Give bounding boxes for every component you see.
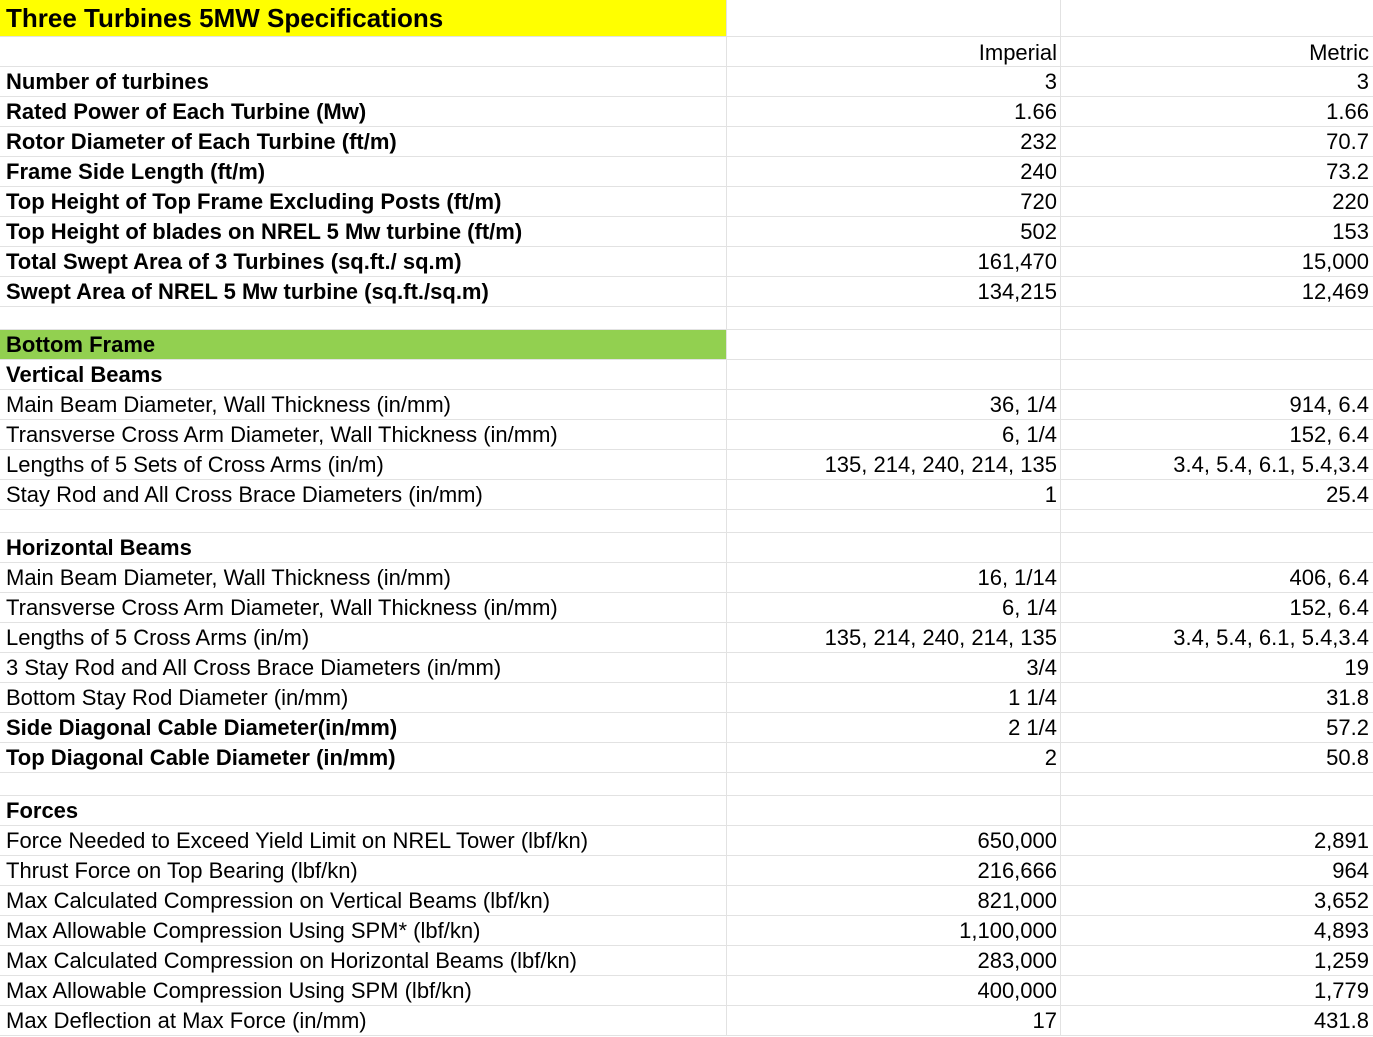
table-row [0,743,1373,773]
metric-value[interactable]: 3.4, 5.4, 6.1, 5.4,3.4 [1173,452,1369,477]
sheet-title[interactable]: Three Turbines 5MW Specifications [0,0,727,36]
imperial-value[interactable]: 1 [727,480,1061,509]
row-label[interactable]: Max Calculated Compression on Horizontal Beams (lbf/kn) [0,946,727,975]
empty-cell[interactable] [727,307,1061,329]
row-label[interactable]: Transverse Cross Arm Diameter, Wall Thickness (in/mm) [0,593,727,622]
table-row [0,450,1373,480]
table-row [0,886,1373,916]
imperial-value[interactable]: 400,000 [727,976,1061,1005]
table-row [0,127,1373,157]
empty-row [0,773,1373,796]
metric-value[interactable]: 2,891 [1313,828,1369,853]
imperial-value[interactable]: 283,000 [727,946,1061,975]
section-row [0,330,1373,360]
empty-cell[interactable] [0,773,727,795]
empty-cell[interactable] [1061,773,1373,795]
imperial-value[interactable]: 1,100,000 [727,916,1061,945]
table-row [0,187,1373,217]
table-row [0,1006,1373,1036]
row-label[interactable]: Number of turbines [0,67,727,96]
imperial-value[interactable]: 16, 1/14 [727,563,1061,592]
subsection-row [0,533,1373,563]
row-label[interactable]: Max Calculated Compression on Vertical Beams (lbf/kn) [0,886,727,915]
empty-cell[interactable] [727,0,1061,36]
metric-value[interactable]: 3,652 [1313,888,1369,913]
row-label[interactable]: Frame Side Length (ft/m) [0,157,727,186]
row-label[interactable]: Thrust Force on Top Bearing (lbf/kn) [0,856,727,885]
metric-value[interactable]: 406, 6.4 [1289,565,1369,590]
table-row [0,683,1373,713]
imperial-column-header[interactable]: Imperial [727,37,1061,66]
imperial-value[interactable]: 161,470 [727,247,1061,276]
empty-cell[interactable] [1061,510,1373,532]
empty-cell[interactable] [727,510,1061,532]
summary-section [0,67,1373,307]
empty-cell[interactable] [1061,330,1373,359]
table-row [0,593,1373,623]
row-label[interactable]: Total Swept Area of 3 Turbines (sq.ft./ sq.m) [0,247,727,276]
table-row [0,713,1373,743]
imperial-value[interactable]: 232 [727,127,1061,156]
imperial-value[interactable]: 6, 1/4 [727,420,1061,449]
row-label[interactable]: Top Height of Top Frame Excluding Posts (ft/m) [0,187,727,216]
imperial-value[interactable]: 502 [727,217,1061,246]
metric-value[interactable]: 152, 6.4 [1289,422,1369,447]
table-row [0,856,1373,886]
imperial-value[interactable]: 240 [727,157,1061,186]
metric-value[interactable]: 19 [1344,655,1369,680]
imperial-value[interactable]: 216,666 [727,856,1061,885]
imperial-value[interactable]: 821,000 [727,886,1061,915]
horizontal-beams-heading[interactable]: Horizontal Beams [0,533,727,562]
table-row [0,623,1373,653]
imperial-value[interactable]: 650,000 [727,826,1061,855]
empty-cell[interactable] [1061,360,1373,389]
table-row [0,277,1373,307]
imperial-value[interactable]: 720 [727,187,1061,216]
metric-value[interactable]: 1.66 [1326,99,1369,124]
empty-cell[interactable] [0,510,727,532]
empty-cell[interactable] [1061,796,1373,825]
empty-cell[interactable] [1061,533,1373,562]
table-row [0,67,1373,97]
imperial-value[interactable]: 1.66 [727,97,1061,126]
empty-cell[interactable] [727,533,1061,562]
table-row [0,480,1373,510]
row-label[interactable]: Force Needed to Exceed Yield Limit on NREL Tower (lbf/kn) [0,826,727,855]
row-label[interactable]: Main Beam Diameter, Wall Thickness (in/mm) [0,390,727,419]
metric-value[interactable]: 57.2 [1326,715,1369,740]
metric-column-header[interactable]: Metric [1309,40,1369,65]
empty-row [0,307,1373,330]
metric-value[interactable]: 31.8 [1326,685,1369,710]
metric-value[interactable]: 1,259 [1313,948,1369,973]
metric-value[interactable]: 73.2 [1326,159,1369,184]
empty-cell[interactable] [0,307,727,329]
bottom-frame-heading[interactable]: Bottom Frame [0,330,727,359]
subsection-row [0,360,1373,390]
vertical-beams-heading[interactable]: Vertical Beams [0,360,727,389]
metric-value[interactable]: 1,779 [1313,978,1369,1003]
imperial-value[interactable]: 3/4 [727,653,1061,682]
imperial-value[interactable]: 135, 214, 240, 214, 135 [727,623,1061,652]
metric-value[interactable]: 15,000 [1301,249,1369,274]
row-label[interactable]: Top Height of blades on NREL 5 Mw turbine (ft/m) [0,217,727,246]
row-label[interactable]: Side Diagonal Cable Diameter(in/mm) [0,713,727,742]
metric-value[interactable]: 431.8 [1313,1008,1369,1033]
metric-value[interactable]: 914, 6.4 [1289,392,1369,417]
table-row [0,247,1373,277]
imperial-value[interactable]: 36, 1/4 [727,390,1061,419]
row-label[interactable]: Rated Power of Each Turbine (Mw) [0,97,727,126]
metric-value[interactable]: 964 [1332,858,1369,883]
table-row [0,390,1373,420]
row-label[interactable]: Rotor Diameter of Each Turbine (ft/m) [0,127,727,156]
table-row [0,826,1373,856]
column-header-row [0,37,1373,67]
row-label[interactable]: Lengths of 5 Cross Arms (in/m) [0,623,727,652]
table-row [0,157,1373,187]
metric-value[interactable]: 220 [1332,189,1369,214]
forces-heading[interactable]: Forces [0,796,727,825]
row-label[interactable]: Max Deflection at Max Force (in/mm) [0,1006,727,1035]
empty-cell[interactable] [727,773,1061,795]
metric-value[interactable]: 3 [1356,69,1369,94]
imperial-value[interactable]: 17 [727,1006,1061,1035]
empty-cell[interactable] [0,37,727,66]
metric-value[interactable]: 3.4, 5.4, 6.1, 5.4,3.4 [1173,625,1369,650]
table-row [0,946,1373,976]
row-label[interactable]: Max Allowable Compression Using SPM* (lbf/kn) [0,916,727,945]
metric-value[interactable]: 25.4 [1326,482,1369,507]
imperial-value[interactable]: 1 1/4 [727,683,1061,712]
empty-cell[interactable] [1061,0,1373,36]
empty-cell[interactable] [727,360,1061,389]
empty-cell[interactable] [727,796,1061,825]
row-label[interactable]: Max Allowable Compression Using SPM (lbf/kn) [0,976,727,1005]
metric-value[interactable]: 70.7 [1326,129,1369,154]
title-row [0,0,1373,37]
row-label[interactable]: Transverse Cross Arm Diameter, Wall Thickness (in/mm) [0,420,727,449]
imperial-value[interactable]: 134,215 [727,277,1061,306]
subsection-row [0,796,1373,826]
imperial-value[interactable]: 2 1/4 [727,713,1061,742]
metric-value[interactable]: 50.8 [1326,745,1369,770]
row-label[interactable]: Swept Area of NREL 5 Mw turbine (sq.ft./sq.m) [0,277,727,306]
table-row [0,916,1373,946]
row-label[interactable]: Main Beam Diameter, Wall Thickness (in/mm) [0,563,727,592]
row-label[interactable]: 3 Stay Rod and All Cross Brace Diameters (in/mm) [0,653,727,682]
row-label[interactable]: Bottom Stay Rod Diameter (in/mm) [0,683,727,712]
table-row [0,653,1373,683]
empty-cell[interactable] [727,330,1061,359]
metric-value[interactable]: 4,893 [1313,918,1369,943]
row-label[interactable]: Top Diagonal Cable Diameter (in/mm) [0,743,727,772]
row-label[interactable]: Stay Rod and All Cross Brace Diameters (in/mm) [0,480,727,509]
table-row [0,217,1373,247]
metric-value[interactable]: 153 [1332,219,1369,244]
imperial-value[interactable]: 6, 1/4 [727,593,1061,622]
imperial-value[interactable]: 3 [727,67,1061,96]
metric-value[interactable]: 12,469 [1301,279,1369,304]
imperial-value[interactable]: 2 [727,743,1061,772]
table-row [0,420,1373,450]
empty-cell[interactable] [1061,307,1373,329]
table-row [0,97,1373,127]
imperial-value[interactable]: 135, 214, 240, 214, 135 [727,450,1061,479]
metric-value[interactable]: 152, 6.4 [1289,595,1369,620]
table-row [0,563,1373,593]
row-label[interactable]: Lengths of 5 Sets of Cross Arms (in/m) [0,450,727,479]
table-row [0,976,1373,1006]
empty-row [0,510,1373,533]
